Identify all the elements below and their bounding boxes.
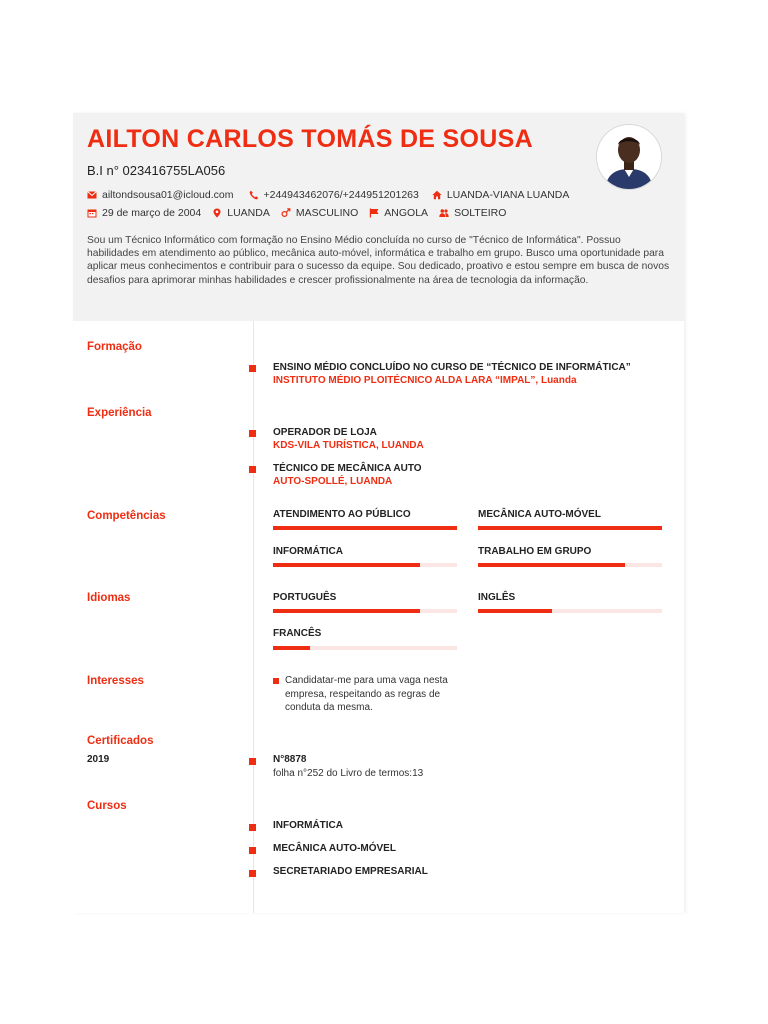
candidate-name: AILTON CARLOS TOMÁS DE SOUSA [87,125,533,153]
language-bar-fill [273,646,310,650]
section-label-formacao: Formação [87,341,142,353]
skill-name: INFORMÁTICA [273,546,343,557]
skill-bar [478,526,662,530]
timeline-bullet [249,466,256,473]
birth-date: 29 de março de 2004 [87,207,201,219]
timeline-bullet [249,870,256,877]
resume-header [73,113,684,321]
skill-bar [273,526,457,530]
skill-name: TRABALHO EM GRUPO [478,546,592,557]
skill-bar-fill [478,563,625,567]
birth-place: LUANDA [212,207,270,219]
resume-page [73,113,684,913]
language-bar-fill [273,609,420,613]
interest-text: Candidatar-me para uma vaga nesta empresa, respeitando as regras de conduta da mesma. [285,675,448,713]
gender-icon [281,208,291,218]
job-company: AUTO-SPOLLÉ, LUANDA [273,476,393,487]
section-label-experiencia: Experiência [87,407,152,419]
contact-row-2 [87,207,517,219]
contact-email[interactable]: ailtondsousa01@icloud.com [87,189,234,201]
phone-icon [249,190,259,200]
course-item: INFORMÁTICA [273,820,343,831]
timeline-bullet [249,758,256,765]
job-title: OPERADOR DE LOJA [273,427,377,438]
contact-address: LUANDA-VIANA LUANDA [432,189,570,201]
course-item: MECÂNICA AUTO-MÓVEL [273,843,396,854]
section-label-cursos: Cursos [87,800,127,812]
timeline-bullet [249,365,256,372]
language-name: INGLÊS [478,592,516,603]
timeline-bullet [249,430,256,437]
avatar [596,124,662,190]
job-company: KDS-VILA TURÍSTICA, LUANDA [273,440,424,451]
course-item: SECRETARIADO EMPRESARIAL [273,866,428,877]
language-name: FRANCÊS [273,628,322,639]
language-name: PORTUGUÊS [273,592,337,603]
id-number: B.I n° 023416755LA056 [87,163,226,178]
contact-row-1 [87,189,580,201]
skill-name: MECÂNICA AUTO-MÓVEL [478,509,601,520]
section-label-competencias: Competências [87,510,166,522]
education-institution: INSTITUTO MÉDIO PLOITÉCNICO ALDA LARA “IMPAL”, Luanda [273,375,577,386]
language-bar [273,609,457,613]
interest-bullet [273,678,279,684]
section-label-idiomas: Idiomas [87,592,131,604]
envelope-icon [87,190,97,200]
language-bar-fill [478,609,552,613]
section-label-interesses: Interesses [87,675,144,687]
section-label-certificados: Certificados [87,735,154,747]
calendar-icon [87,208,97,218]
location-pin-icon [212,208,222,218]
skill-bar-fill [273,526,457,530]
contact-phone[interactable]: +244943462076/+244951201263 [249,189,419,201]
timeline-bullet [249,847,256,854]
skill-name: ATENDIMENTO AO PÚBLICO [273,509,411,520]
job-title: TÉCNICO DE MECÂNICA AUTO [273,463,422,474]
skill-bar [478,563,662,567]
home-icon [432,190,442,200]
gender: MASCULINO [281,207,358,219]
certificate-detail: folha n°252 do Livro de termos:13 [273,768,424,779]
education-title: ENSINO MÉDIO CONCLUÍDO NO CURSO DE “TÉCNICO DE INFORMÁTICA” [273,362,631,373]
skill-bar-fill [478,526,662,530]
marital-status: SOLTEIRO [439,207,506,219]
flag-icon [369,208,379,218]
skill-bar [273,563,457,567]
timeline-bullet [249,824,256,831]
certificate-year: 2019 [87,754,110,765]
language-bar [478,609,662,613]
users-icon [439,208,449,218]
profile-summary: Sou um Técnico Informático com formação no Ensino Médio concluída no curso de "Técnico de Informática". Possuo habilidades em atendimento ao público, mecânica auto-móvel, informática e trabalho em grupo. Busco uma oportunidade para aplicar meus conhecimentos e contribuir para o sucesso da equipe. Sou dedicado, proativo e estou sempre em busca de novos desafios para aprimorar minhas habilidades e crescer profissionalmente na área de tecnologia da informação. [87,235,670,286]
skill-bar-fill [273,563,420,567]
profile-photo-icon [597,125,661,189]
language-bar [273,646,457,650]
certificate-number: N°8878 [273,754,307,765]
nationality: ANGOLA [369,207,428,219]
